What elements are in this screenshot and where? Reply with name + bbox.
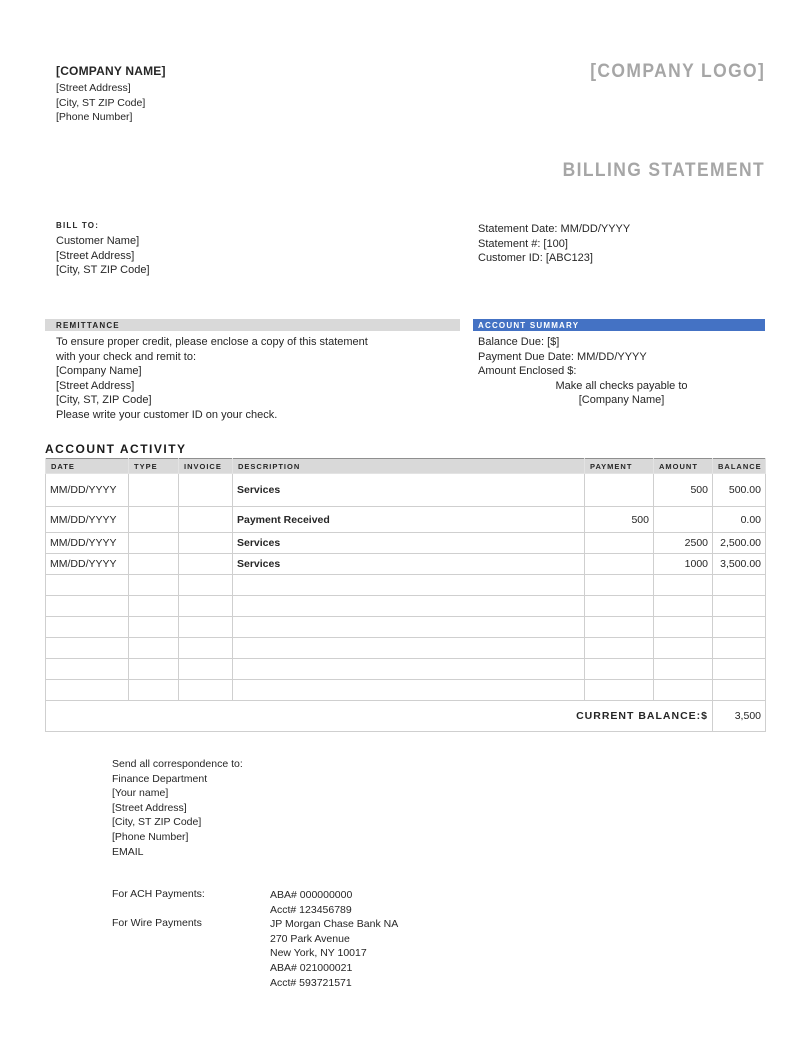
remittance-line: To ensure proper credit, please enclose a copy of this statement	[56, 336, 368, 348]
col-header-balance: BALANCE	[713, 459, 766, 474]
table-row	[46, 507, 766, 533]
table-row	[46, 533, 766, 554]
cell-amount: 500	[654, 474, 713, 507]
wire-bank-street: 270 Park Avenue	[270, 932, 350, 945]
remittance-header-bar	[45, 319, 460, 331]
correspondence-line: EMAIL	[112, 845, 144, 858]
company-logo-text: [COMPANY LOGO]	[589, 61, 765, 82]
account-activity-title: ACCOUNT ACTIVITY	[45, 442, 187, 456]
cell-payment	[585, 554, 654, 575]
customer-id: Customer ID: [ABC123]	[478, 252, 593, 265]
cell-type	[129, 533, 179, 554]
col-header-date: DATE	[46, 459, 129, 474]
company-logo	[575, 61, 765, 83]
payment-due-date: Payment Due Date: MM/DD/YYYY	[478, 350, 647, 363]
company-city: [City, ST ZIP Code]	[56, 96, 146, 109]
remittance-line: [City, ST, ZIP Code]	[56, 394, 152, 407]
company-name: [COMPANY NAME]	[56, 64, 166, 78]
cell-type	[129, 554, 179, 575]
cell-invoice	[179, 507, 233, 533]
cell-amount: 2500	[654, 533, 713, 554]
bill-to-label: BILL TO:	[56, 221, 100, 230]
cell-amount	[654, 507, 713, 533]
cell-type	[129, 474, 179, 507]
col-header-type: TYPE	[129, 459, 179, 474]
table-row-empty	[46, 596, 766, 617]
account-activity-table	[45, 458, 766, 732]
cell-balance: 0.00	[713, 507, 766, 533]
remittance-line: [Company Name]	[56, 365, 142, 378]
current-balance-label: CURRENT BALANCE:$	[46, 701, 713, 732]
cell-invoice	[179, 533, 233, 554]
account-summary-header-bar	[473, 319, 765, 331]
correspondence-line: [City, ST ZIP Code]	[112, 816, 202, 829]
cell-payment	[585, 533, 654, 554]
remittance-line: Please write your customer ID on your check.	[56, 408, 278, 421]
cell-date: MM/DD/YYYY	[46, 474, 129, 507]
col-header-payment: PAYMENT	[585, 459, 654, 474]
remittance-line: [Street Address]	[56, 379, 135, 392]
remittance-section	[45, 319, 460, 423]
cell-payment: 500	[585, 507, 654, 533]
table-row	[46, 554, 766, 575]
correspondence-line: Finance Department	[112, 772, 208, 785]
bill-to-block	[56, 221, 150, 278]
cell-description: Services	[233, 533, 585, 554]
correspondence-line: [Phone Number]	[112, 830, 189, 843]
checks-payable-company: [Company Name]	[578, 394, 665, 407]
bill-to-name: Customer Name]	[56, 235, 140, 247]
cell-date: MM/DD/YYYY	[46, 554, 129, 575]
company-address-block	[56, 64, 166, 125]
amount-enclosed: Amount Enclosed $:	[478, 365, 577, 378]
wire-aba-number: ABA# 021000021	[270, 961, 353, 974]
bill-to-city: [City, ST ZIP Code]	[56, 264, 150, 277]
wire-payments-label: For Wire Payments	[112, 917, 202, 929]
wire-bank-city: New York, NY 10017	[270, 947, 367, 960]
table-header-row	[46, 459, 766, 474]
current-balance-row	[46, 701, 766, 732]
bill-to-street: [Street Address]	[56, 249, 135, 262]
cell-payment	[585, 474, 654, 507]
account-summary-body	[478, 335, 765, 408]
cell-balance: 2,500.00	[713, 533, 766, 554]
cell-balance: 500.00	[713, 474, 766, 507]
table-row-empty	[46, 659, 766, 680]
remittance-line: with your check and remit to:	[56, 350, 197, 363]
cell-amount: 1000	[654, 554, 713, 575]
correspondence-block	[112, 757, 243, 859]
table-row-empty	[46, 575, 766, 596]
statement-info-block	[478, 222, 630, 266]
company-phone: [Phone Number]	[56, 111, 133, 123]
account-summary-label: ACCOUNT SUMMARY	[478, 320, 580, 330]
remittance-label: REMITTANCE	[56, 320, 120, 330]
cell-date: MM/DD/YYYY	[46, 507, 129, 533]
col-header-description: DESCRIPTION	[233, 459, 585, 474]
table-row	[46, 474, 766, 507]
cell-invoice	[179, 554, 233, 575]
document-title	[545, 160, 765, 182]
current-balance-value: 3,500	[713, 701, 766, 732]
payment-details	[270, 888, 398, 990]
table-row-empty	[46, 680, 766, 701]
company-street: [Street Address]	[56, 82, 131, 94]
checks-payable-note: Make all checks payable to	[555, 379, 688, 392]
payment-instructions-block	[112, 888, 398, 990]
ach-account-number: Acct# 123456789	[270, 903, 352, 916]
col-header-amount: AMOUNT	[654, 459, 713, 474]
col-header-invoice: INVOICE	[179, 459, 233, 474]
account-summary-section	[473, 319, 765, 408]
cell-description: Services	[233, 474, 585, 507]
cell-date: MM/DD/YYYY	[46, 533, 129, 554]
statement-date: Statement Date: MM/DD/YYYY	[478, 223, 631, 235]
cell-invoice	[179, 474, 233, 507]
cell-description: Payment Received	[233, 507, 585, 533]
cell-balance: 3,500.00	[713, 554, 766, 575]
cell-type	[129, 507, 179, 533]
balance-due: Balance Due: [$]	[478, 336, 560, 348]
table-row-empty	[46, 617, 766, 638]
table-row-empty	[46, 638, 766, 659]
cell-description: Services	[233, 554, 585, 575]
wire-bank-name: JP Morgan Chase Bank NA	[270, 918, 399, 931]
correspondence-line: [Your name]	[112, 787, 169, 800]
document-title-text: BILLING STATEMENT	[562, 160, 765, 181]
wire-account-number: Acct# 593721571	[270, 976, 352, 989]
correspondence-line: Send all correspondence to:	[112, 758, 243, 770]
correspondence-line: [Street Address]	[112, 801, 187, 814]
remittance-body	[56, 335, 460, 423]
ach-aba-number: ABA# 000000000	[270, 889, 353, 901]
statement-number: Statement #: [100]	[478, 237, 568, 250]
ach-payments-label: For ACH Payments:	[112, 888, 205, 900]
